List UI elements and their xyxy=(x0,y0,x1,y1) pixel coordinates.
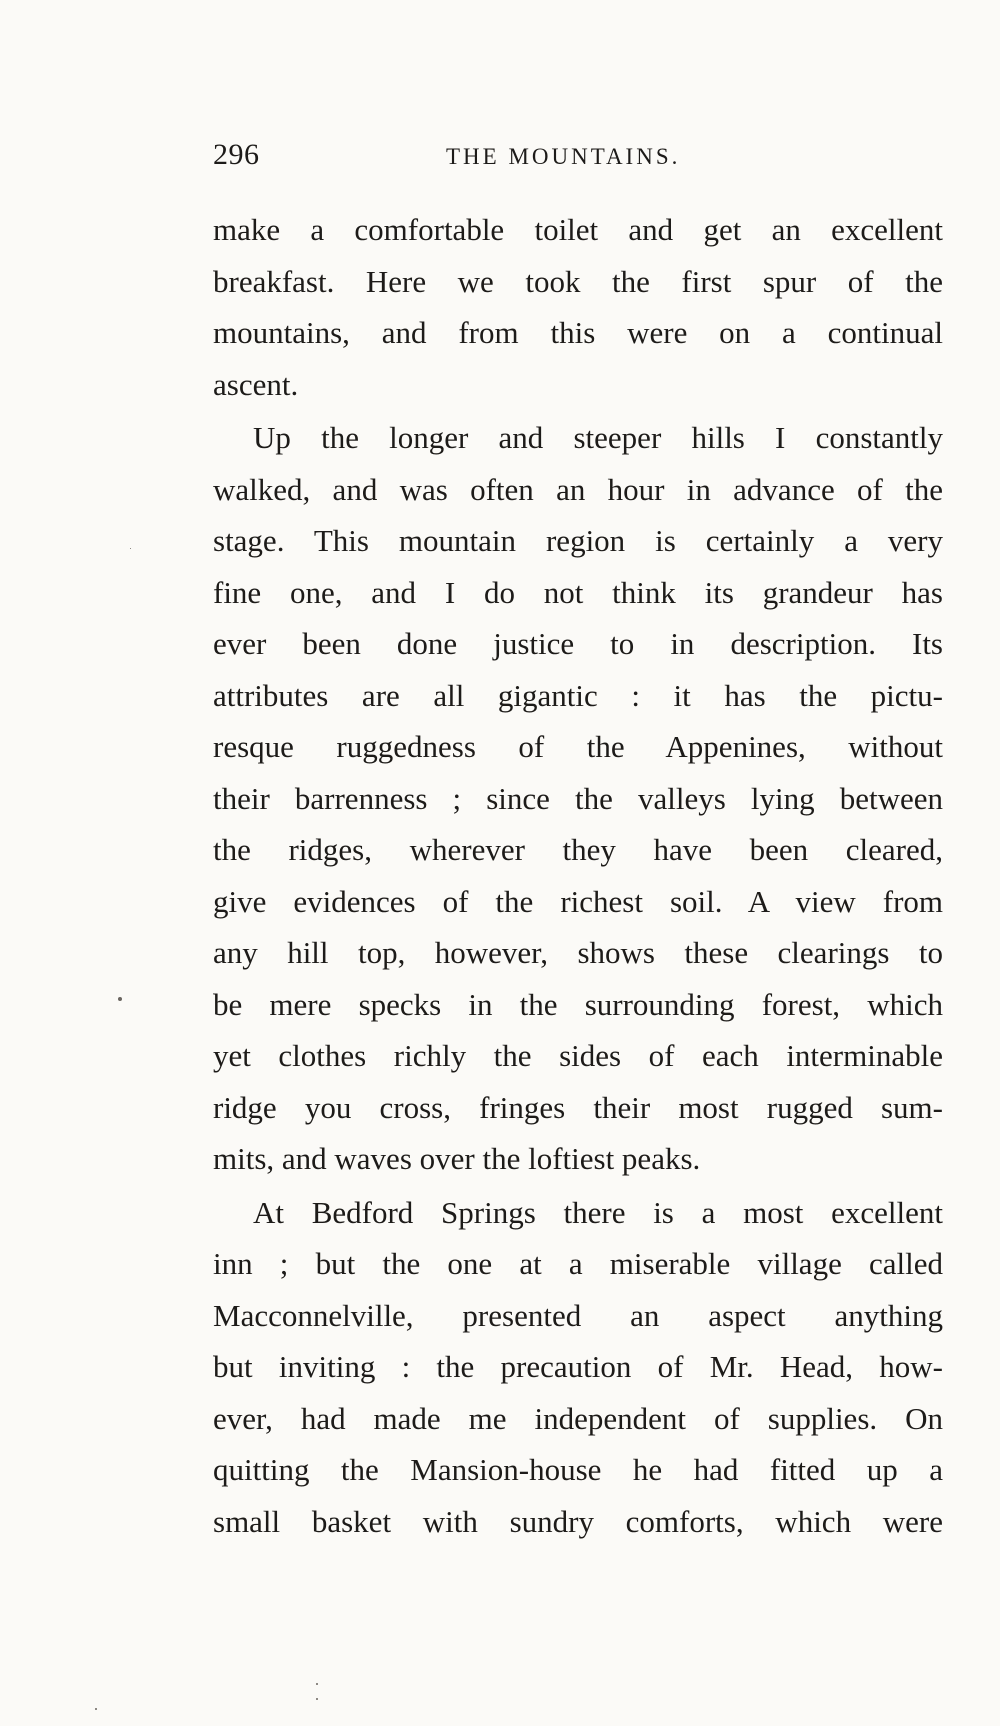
text-line: give evidences of the richest soil. A view from xyxy=(213,883,943,919)
text-line: yet clothes richly the sides of each interminable xyxy=(213,1038,943,1073)
text-line: breakfast. Here we took the first spur of the xyxy=(213,263,943,299)
paragraph-3 xyxy=(213,1187,943,1548)
text-line: ridge you cross, fringes their most rugged sum- xyxy=(213,1089,943,1125)
page-number: 296 xyxy=(213,138,260,171)
running-head: THE MOUNTAINS. xyxy=(446,144,681,169)
text-line: Up the longer and steeper hills I constantly xyxy=(253,420,943,455)
text-line: mountains, and from this were on a continual xyxy=(213,315,943,350)
text-line: stage. This mountain region is certainly a very xyxy=(213,523,943,558)
text-line: inn ; but the one at a miserable village called xyxy=(213,1246,943,1281)
text-line: attributes are all gigantic : it has the pictu- xyxy=(213,677,943,713)
text-line: At Bedford Springs there is a most excellent xyxy=(253,1194,943,1230)
text-line: but inviting : the precaution of Mr. Head, how- xyxy=(213,1349,943,1384)
text-line: Macconnelville, presented an aspect anything xyxy=(213,1297,943,1333)
page-header xyxy=(213,138,943,178)
text-line: ascent. xyxy=(213,366,299,402)
text-line: ever, had made me independent of supplies. On xyxy=(213,1400,943,1436)
text-line: make a comfortable toilet and get an excellent xyxy=(213,212,943,247)
ink-speck xyxy=(316,1698,318,1700)
text-line: mits, and waves over the loftiest peaks. xyxy=(213,1141,701,1176)
ink-speck xyxy=(95,1708,97,1710)
ink-speck xyxy=(316,1683,318,1685)
text-line: resque ruggedness of the Appenines, without xyxy=(213,729,943,764)
paragraph-2 xyxy=(213,412,943,1185)
text-line: the ridges, wherever they have been cleared, xyxy=(213,832,943,867)
text-line: small basket with sundry comforts, which were xyxy=(213,1503,943,1539)
text-line: be mere specks in the surrounding forest, which xyxy=(213,986,943,1022)
ink-speck xyxy=(130,548,131,549)
text-line: quitting the Mansion-house he had fitted up a xyxy=(213,1452,943,1487)
text-line: their barrenness ; since the valleys lying between xyxy=(213,780,943,816)
paragraph-1 xyxy=(213,204,943,410)
body-text xyxy=(213,204,943,1549)
text-line: any hill top, however, shows these clearings to xyxy=(213,935,943,970)
text-line: ever been done justice to in description. Its xyxy=(213,626,943,661)
ink-speck xyxy=(118,997,122,1001)
text-line: walked, and was often an hour in advance of the xyxy=(213,471,943,507)
text-line: fine one, and I do not think its grandeur has xyxy=(213,574,943,610)
